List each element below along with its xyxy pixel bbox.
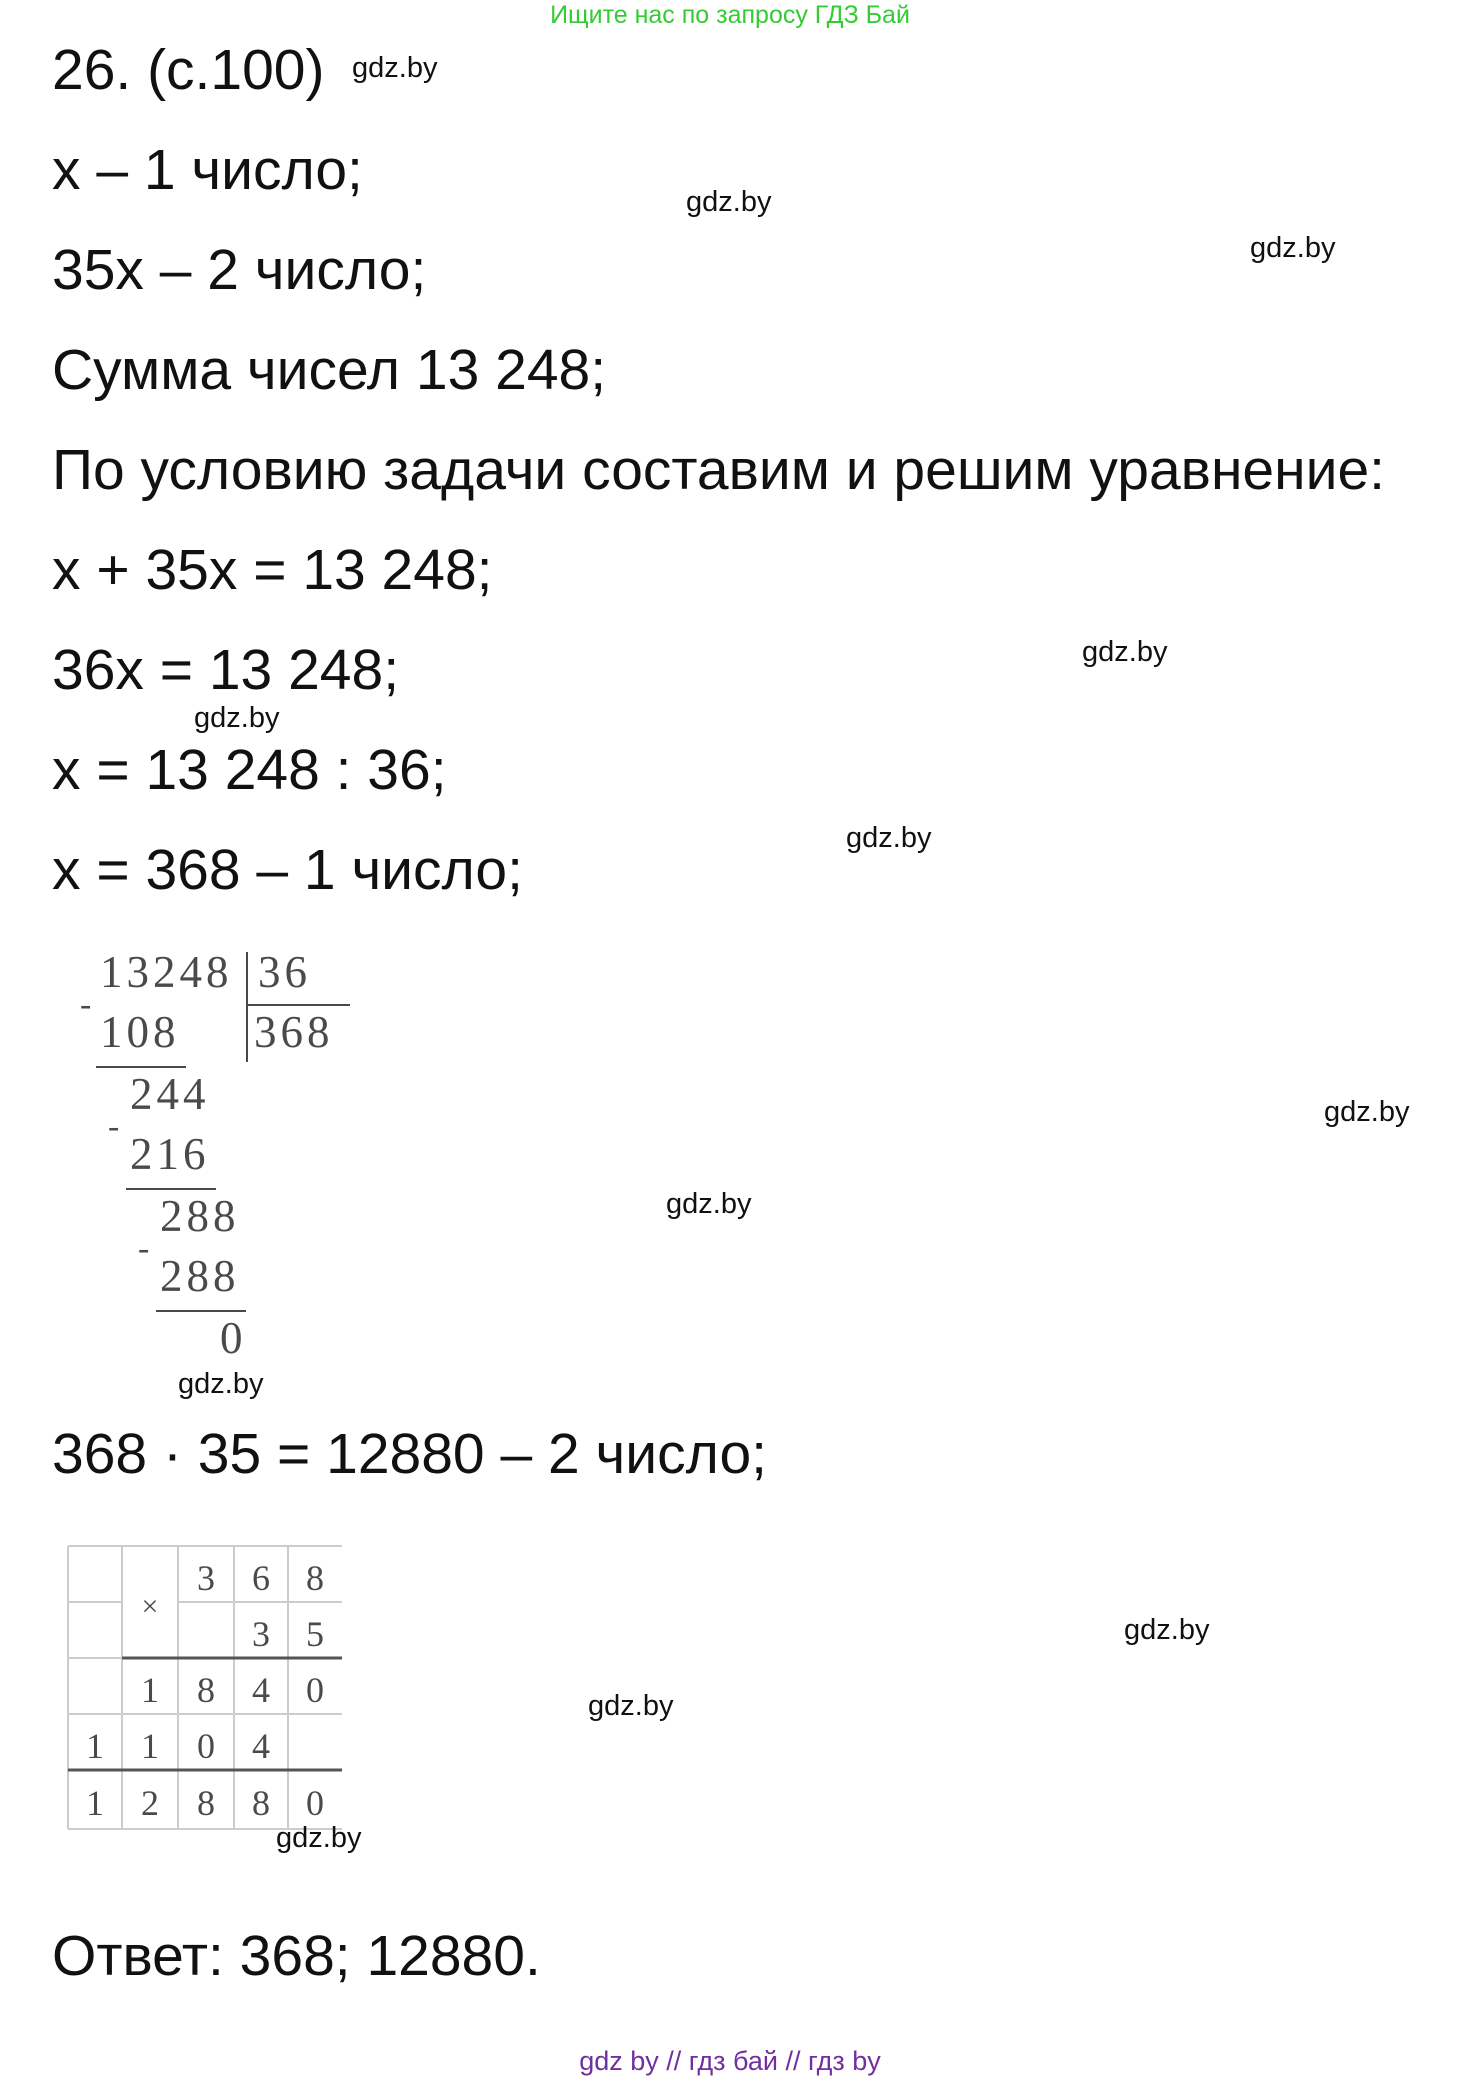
grid-digit: 4 xyxy=(252,1670,270,1710)
grid-digit: 0 xyxy=(306,1783,324,1823)
watermark: gdz.by xyxy=(846,822,932,854)
long-division xyxy=(70,946,370,1366)
minus-sign: - xyxy=(138,1230,150,1267)
division-divisor: 36 xyxy=(258,947,311,997)
division-step: 244 xyxy=(130,1069,210,1119)
division-dividend: 13248 xyxy=(100,947,233,997)
watermark: gdz.by xyxy=(178,1368,264,1400)
answer-line: Ответ: 368; 12880. xyxy=(52,1924,541,1988)
division-quotient: 368 xyxy=(254,1007,334,1057)
grid-digit: 0 xyxy=(197,1726,215,1766)
division-step: 108 xyxy=(100,1007,180,1057)
equation-line-1: x + 35x = 13 248; xyxy=(52,538,493,602)
grid-digit: 4 xyxy=(252,1726,270,1766)
solution-line-3: Сумма чисел 13 248; xyxy=(52,338,607,402)
solution-line-2: 35x – 2 число; xyxy=(52,238,427,302)
division-step: 288 xyxy=(160,1191,240,1241)
equation-line-4: x = 368 – 1 число; xyxy=(52,838,523,902)
watermark: gdz.by xyxy=(1324,1096,1410,1128)
search-banner[interactable]: Ищите нас по запросу ГДЗ Бай xyxy=(550,1,910,29)
multiplication-grid xyxy=(66,1544,346,1834)
minus-sign: - xyxy=(80,986,92,1023)
task-header: 26. (с.100) xyxy=(52,38,325,102)
grid-digit: 5 xyxy=(306,1614,324,1654)
grid-digit: 1 xyxy=(141,1726,159,1766)
division-step: 216 xyxy=(130,1129,210,1179)
watermark: gdz.by xyxy=(686,186,772,218)
division-bar-vertical xyxy=(246,952,248,1062)
grid-digit: 6 xyxy=(252,1558,270,1598)
grid-digit: 1 xyxy=(86,1783,104,1823)
watermark: gdz.by xyxy=(352,52,438,84)
watermark: gdz.by xyxy=(276,1822,362,1854)
watermark: gdz.by xyxy=(588,1690,674,1722)
grid-digit: 8 xyxy=(252,1783,270,1823)
watermark: gdz.by xyxy=(1082,636,1168,668)
multiplication-line: 368 · 35 = 12880 – 2 число; xyxy=(52,1422,768,1486)
times-sign: × xyxy=(141,1590,159,1623)
minus-sign: - xyxy=(108,1108,120,1145)
watermark: gdz.by xyxy=(666,1188,752,1220)
division-step: 288 xyxy=(160,1251,240,1301)
watermark: gdz.by xyxy=(194,702,280,734)
grid-digit: 8 xyxy=(197,1783,215,1823)
solution-line-1: x – 1 число; xyxy=(52,138,363,202)
watermark: gdz.by xyxy=(1124,1614,1210,1646)
grid-digit: 1 xyxy=(86,1726,104,1766)
watermark: gdz.by xyxy=(1250,232,1336,264)
grid-digit: 3 xyxy=(252,1614,270,1654)
grid-digit: 8 xyxy=(306,1558,324,1598)
solution-line-4: По условию задачи составим и решим уравнение: xyxy=(52,438,1385,502)
grid-digit: 2 xyxy=(141,1783,159,1823)
equation-line-2: 36x = 13 248; xyxy=(52,638,400,702)
grid-digit: 0 xyxy=(306,1670,324,1710)
grid-digit: 3 xyxy=(197,1558,215,1598)
division-remainder: 0 xyxy=(220,1313,243,1363)
equation-line-3: x = 13 248 : 36; xyxy=(52,738,447,802)
grid-digit: 8 xyxy=(197,1670,215,1710)
grid-digit: 1 xyxy=(141,1670,159,1710)
footer-links[interactable]: gdz by // гдз бай // гдз by xyxy=(579,2046,881,2076)
